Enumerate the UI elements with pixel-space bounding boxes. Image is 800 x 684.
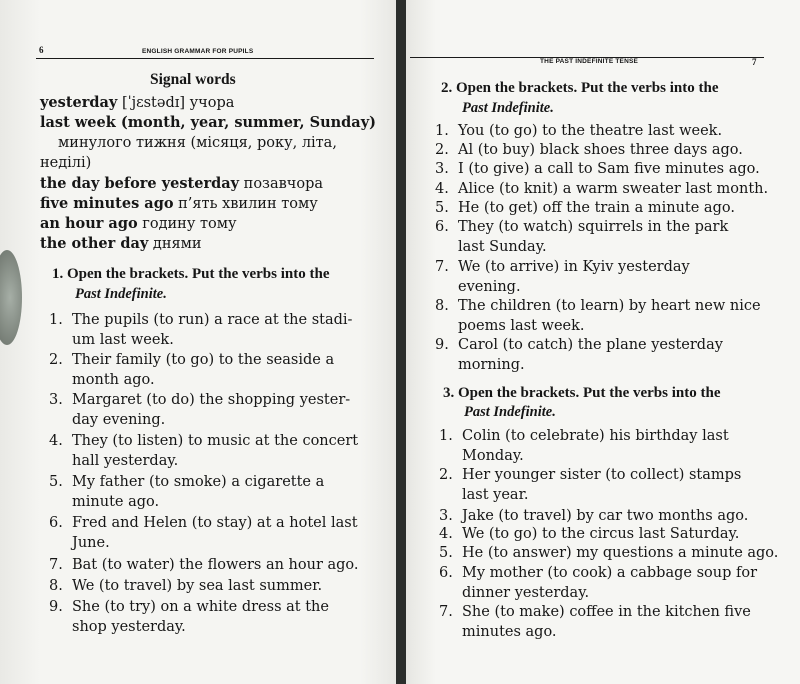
list-item: You (to go) to the theatre last week. [458, 123, 723, 139]
signal-line: the other day днями [40, 235, 202, 252]
exercise-1-subtitle: Past Indefinite. [75, 286, 167, 302]
signal-line: неділі) [40, 155, 92, 171]
exercise-1-title: 1. Open the brackets. Put the verbs into the [52, 266, 330, 282]
list-item: We (to arrive) in Kyiv yesterday evening. [458, 259, 690, 295]
item-number: 6. [49, 515, 63, 531]
item-number: 1. [49, 312, 63, 328]
running-header: THE PAST INDEFINITE TENSE [540, 58, 639, 65]
exercise-3-subtitle: Past Indefinite. [464, 404, 556, 420]
item-number: 4. [49, 433, 63, 449]
list-item: Their family (to go) to the seaside a month ago. [72, 352, 335, 388]
item-number: 1. [435, 123, 449, 139]
exercise-2-subtitle: Past Indefinite. [462, 100, 554, 116]
list-item: We (to go) to the circus last Saturday. [462, 526, 740, 542]
header-rule [36, 58, 374, 59]
list-item: The pupils (to run) a race at the stadi- um last week. [72, 312, 353, 348]
running-header: ENGLISH GRAMMAR FOR PUPILS [142, 48, 254, 55]
item-number: 7. [435, 259, 449, 275]
signal-line: минулого тижня (місяця, року, літа, [58, 135, 337, 151]
page-number: 6 [39, 45, 44, 55]
list-item: Carol (to catch) the plane yesterday morning. [458, 337, 723, 373]
signal-line: the day before yesterday позавчора [40, 175, 324, 192]
item-number: 2. [439, 467, 453, 483]
list-item: She (to try) on a white dress at the shop yesterday. [72, 599, 329, 635]
item-number: 7. [49, 557, 63, 573]
left-page [0, 0, 396, 684]
list-item: Jake (to travel) by car two months ago. [462, 508, 749, 524]
item-number: 9. [49, 599, 63, 615]
list-item: Alice (to knit) a warm sweater last month. [458, 181, 769, 197]
right-page [406, 0, 800, 684]
signal-line: an hour ago годину тому [40, 215, 237, 232]
exercise-3-title: 3. Open the brackets. Put the verbs into the [443, 385, 721, 401]
signal-line: yesterday [ˈjɛstədɪ] учора [40, 94, 235, 111]
list-item: Colin (to celebrate) his birthday last Monday. [462, 428, 729, 464]
list-item: Margaret (to do) the shopping yester- day evening. [72, 392, 351, 428]
list-item: They (to listen) to music at the concert hall yesterday. [72, 433, 359, 469]
item-number: 2. [435, 142, 449, 158]
list-item: She (to make) coffee in the kitchen five minutes ago. [462, 604, 751, 640]
item-number: 4. [435, 181, 449, 197]
item-number: 6. [439, 565, 453, 581]
item-number: 9. [435, 337, 449, 353]
list-item: They (to watch) squirrels in the park last Sunday. [458, 219, 729, 255]
item-number: 8. [49, 578, 63, 594]
list-item: My mother (to cook) a cabbage soup for dinner yesterday. [462, 565, 757, 601]
list-item: Fred and Helen (to stay) at a hotel last June. [72, 515, 358, 551]
item-number: 2. [49, 352, 63, 368]
list-item: Bat (to water) the flowers an hour ago. [72, 557, 359, 573]
list-item: He (to answer) my questions a minute ago. [462, 545, 779, 561]
list-item: He (to get) off the train a minute ago. [458, 200, 735, 216]
item-number: 3. [435, 161, 449, 177]
item-number: 5. [49, 474, 63, 490]
item-number: 4. [439, 526, 453, 542]
signal-words-title: Signal words [150, 71, 236, 88]
list-item: Her younger sister (to collect) stamps last year. [462, 467, 742, 503]
list-item: Al (to buy) black shoes three days ago. [458, 142, 743, 158]
item-number: 5. [435, 200, 449, 216]
item-number: 5. [439, 545, 453, 561]
signal-line: last week (month, year, summer, Sunday) [40, 114, 376, 131]
item-number: 6. [435, 219, 449, 235]
item-number: 3. [49, 392, 63, 408]
list-item: We (to travel) by sea last summer. [72, 578, 323, 594]
page-number: 7 [752, 57, 757, 67]
list-item: I (to give) a call to Sam five minutes ago. [458, 161, 760, 177]
thumb-shadow [0, 250, 22, 345]
item-number: 7. [439, 604, 453, 620]
item-number: 1. [439, 428, 453, 444]
signal-line: five minutes ago п’ять хвилин тому [40, 195, 318, 212]
list-item: The children (to learn) by heart new nice poems last week. [458, 298, 761, 334]
exercise-2-title: 2. Open the brackets. Put the verbs into the [441, 80, 719, 96]
item-number: 8. [435, 298, 449, 314]
item-number: 3. [439, 508, 453, 524]
list-item: My father (to smoke) a cigarette a minute ago. [72, 474, 325, 510]
